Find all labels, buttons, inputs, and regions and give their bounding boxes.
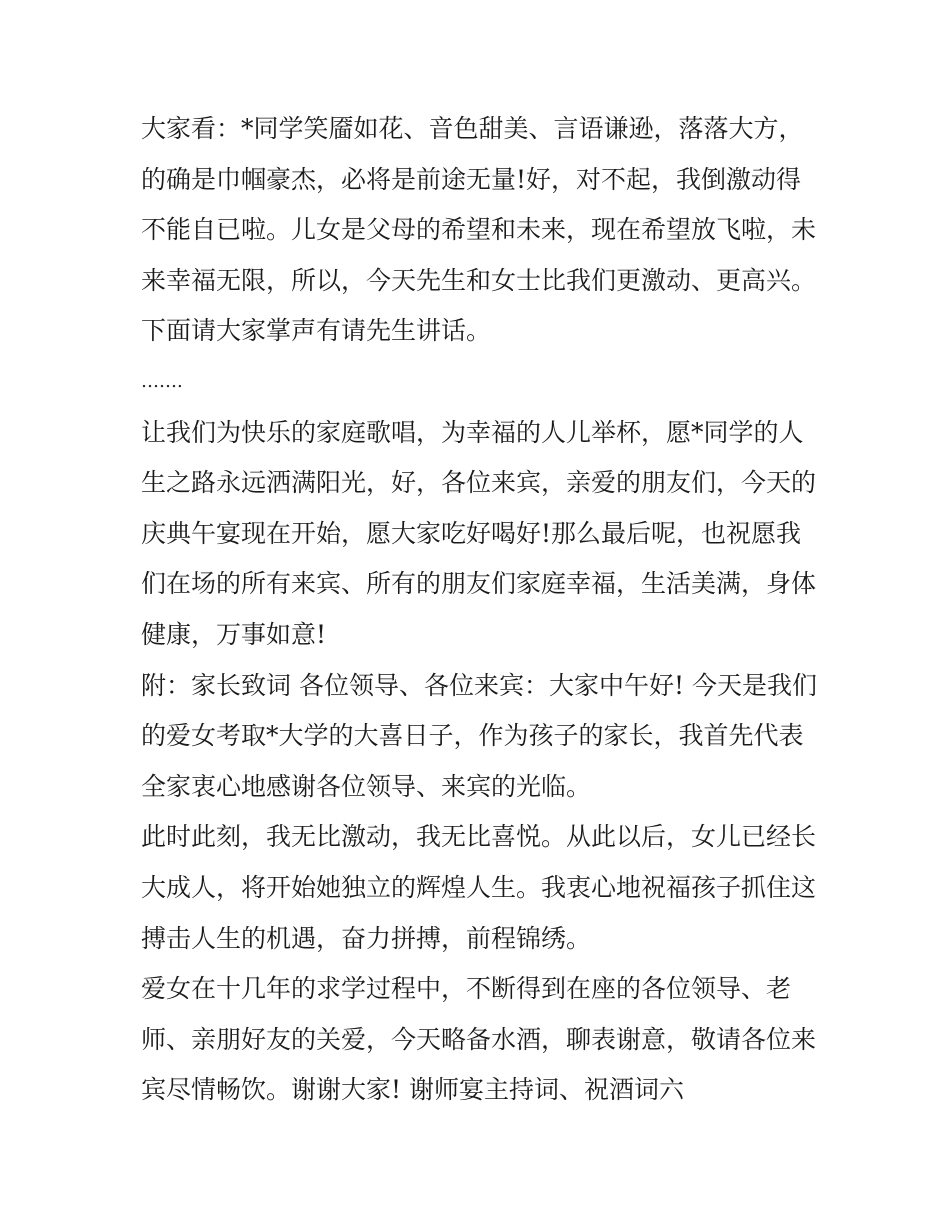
text-line: 们在场的所有来宾、所有的朋友们家庭幸福，生活美满，身体: [141, 569, 817, 599]
text-line: 的爱女考取*大学的大喜日子，作为孩子的家长，我首先代表: [141, 721, 804, 751]
text-line: 健康，万事如意!: [141, 619, 327, 649]
text-line: 让我们为快乐的家庭歌唱，为幸福的人儿举杯，愿*同学的人: [141, 417, 804, 447]
text-line: 宾尽情畅饮。谢谢大家! 谢师宴主持词、祝酒词六: [141, 1075, 684, 1105]
ellipsis-line: …….: [141, 370, 183, 392]
text-line: 大成人，将开始她独立的辉煌人生。我衷心地祝福孩子抓住这: [141, 872, 817, 902]
text-line: 此时此刻，我无比激动，我无比喜悦。从此以后，女儿已经长: [141, 822, 817, 852]
text-line: 搏击人生的机遇，奋力拼搏，前程锦绣。: [141, 923, 592, 953]
text-line: 全家衷心地感谢各位领导、来宾的光临。: [141, 771, 592, 801]
text-line: 附：家长致词 各位领导、各位来宾：大家中午好! 今天是我们: [141, 670, 817, 700]
text-line: 不能自已啦。儿女是父母的希望和未来，现在希望放飞啦，未: [141, 215, 817, 245]
text-line: 的确是巾帼豪杰，必将是前途无量!好，对不起，我倒激动得: [141, 164, 802, 194]
text-line: 大家看：*同学笑靥如花、音色甜美、言语谦逊，落落大方，: [141, 114, 804, 143]
text-line: 来幸福无限，所以，今天先生和女士比我们更激动、更高兴。: [141, 265, 817, 295]
text-line: 生之路永远洒满阳光，好，各位来宾，亲爱的朋友们，今天的: [141, 468, 817, 498]
text-line: 庆典午宴现在开始，愿大家吃好喝好!那么最后呢，也祝愿我: [141, 518, 802, 548]
text-line: 下面请大家掌声有请先生讲话。: [141, 316, 492, 346]
text-line: 爱女在十几年的求学过程中，不断得到在座的各位领导、老: [141, 974, 792, 1004]
document-body: [141, 104, 821, 1116]
text-line: 师、亲朋好友的关爱，今天略备水酒，聊表谢意，敬请各位来: [141, 1024, 817, 1054]
